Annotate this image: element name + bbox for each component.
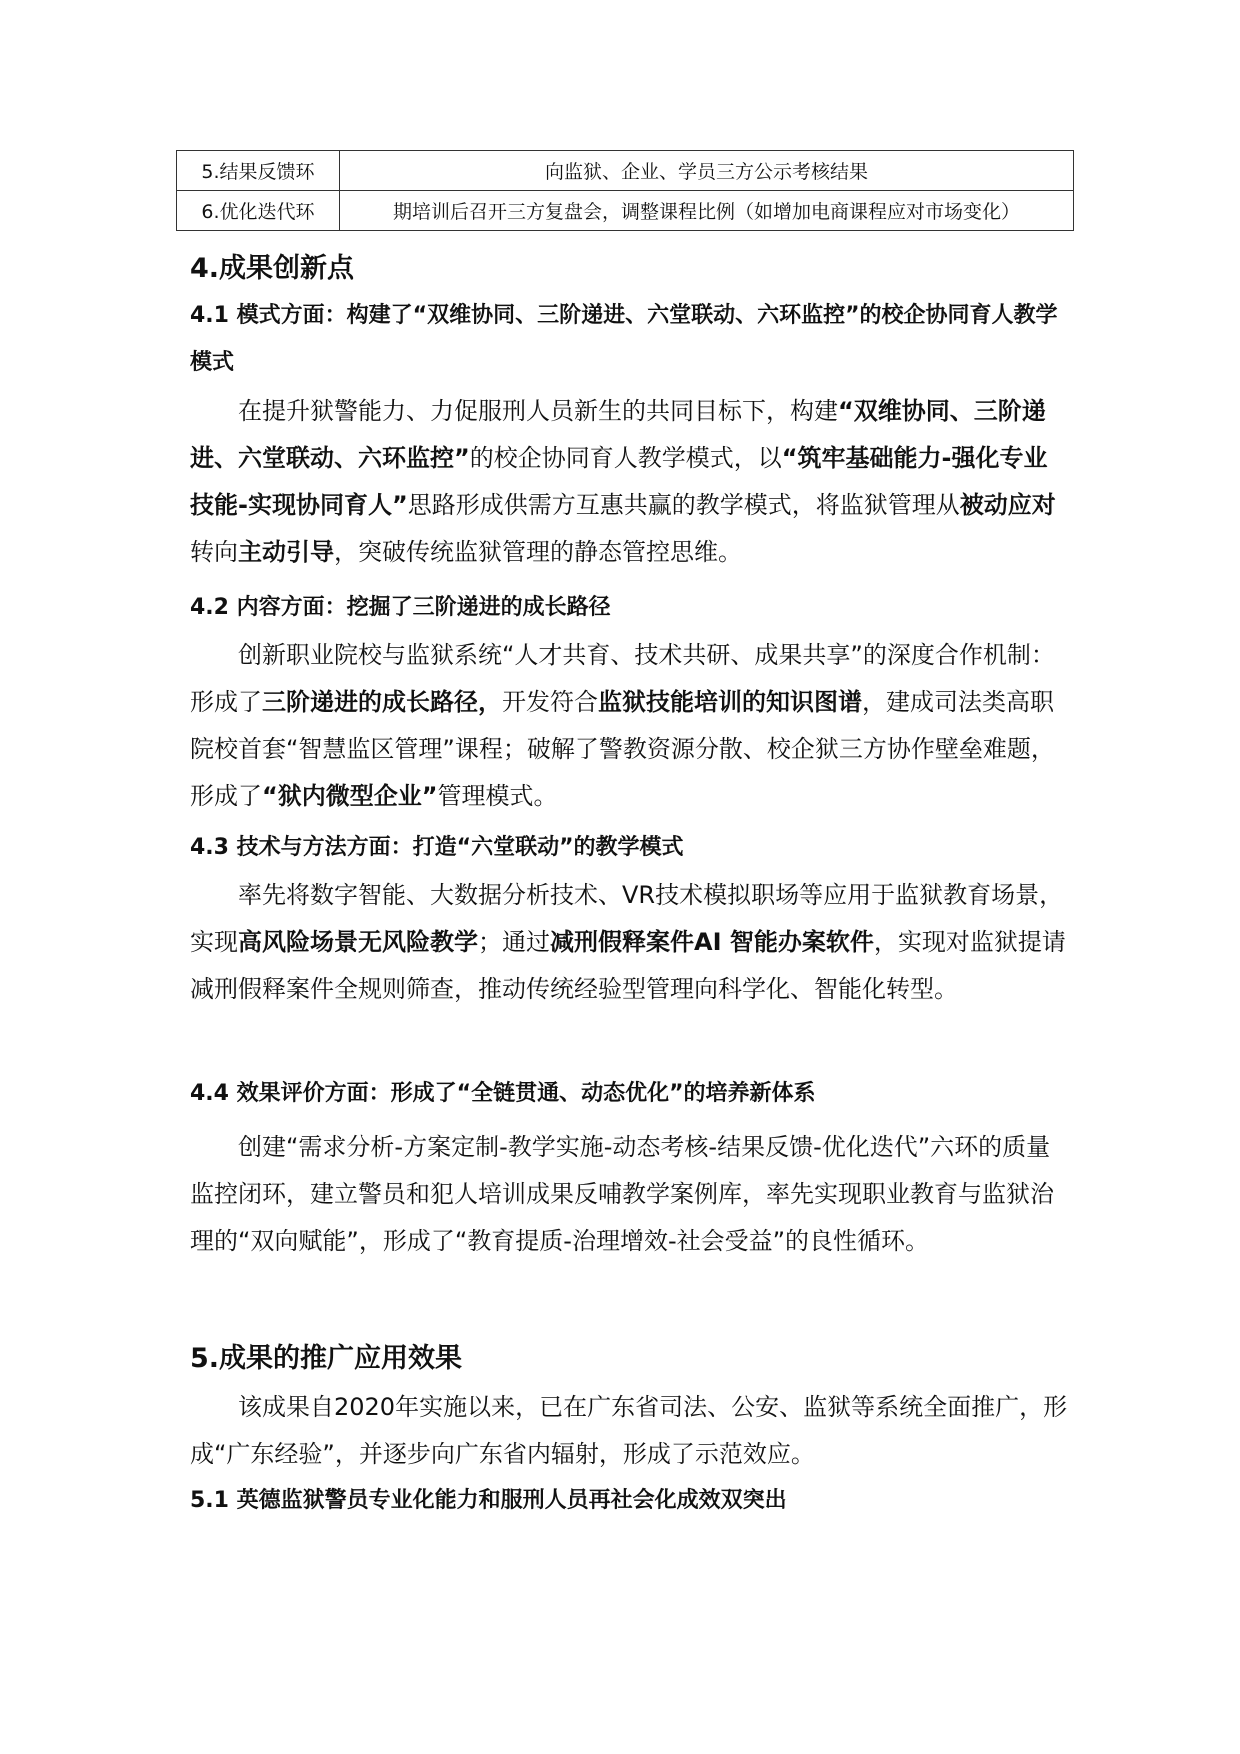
bold-run: 减刑假释案件AI 智能办案软件 [550,928,874,956]
text-run: ，突破传统监狱管理的静态管控思维。 [334,538,742,566]
bold-run: 高风险场景无风险教学 [238,928,478,956]
subsection-4-3-heading: 4.3 技术与方法方面：打造“六堂联动”的教学模式 [190,835,684,860]
text-run: 率先将数字智能、大数据分析技术、VR技术模拟职场等应用于监狱教育场景，实现 [190,881,1064,956]
bold-run: 主动引导 [238,538,334,566]
subsection-4-1-heading [190,292,1070,386]
text-run: 创新职业院校与监狱系统“人才共育、技术共研、成果共享”的深度合作机制：形成了 [190,641,1055,716]
bold-run: 被动应对 [959,491,1056,519]
subsection-4-2-heading: 4.2 内容方面：挖掘了三阶递进的成长路径 [190,595,611,620]
table-cell-stage: 6.优化迭代环 [177,191,340,231]
table-cell-content: 向监狱、企业、学员三方公示考核结果 [340,151,1074,191]
text-run: 转向 [190,538,238,566]
monitoring-ring-table [176,150,1074,231]
table-row [177,151,1074,191]
bold-run: “双维协同、三阶递进、六堂联动、六环监控” [190,397,1046,472]
section-5-title: 5.成果的推广应用效果 [190,1343,463,1374]
paragraph-4-1 [190,388,1070,576]
text-run: 管理模式。 [437,782,558,810]
bold-run: 监狱技能培训的知识图谱 [598,688,862,716]
text-run: 的校企协同育人教学模式，以 [469,444,782,472]
bold-run: “筑牢基础能力-强化专业技能-实现协同育人” [190,444,1048,519]
text-run: 开发符合 [502,688,598,716]
paragraph-4-4: 创建“需求分析-方案定制-教学实施-动态考核-结果反馈-优化迭代”六环的质量监控闭环，建立警员和犯人培训成果反哺教学案例库，率先实现职业教育与监狱治理的“双向赋能”，形成了“教育提质-治理增效-社会受益”的良性循环。 [190,1133,1054,1255]
bold-run: “狱内微型企业” [262,782,438,810]
text-run: 在提升狱警能力、力促服刑人员新生的共同目标下，构建 [238,397,838,425]
subsection-4-1-heading-text: 4.1 模式方面：构建了“双维协同、三阶递进、六堂联动、六环监控”的校企协同育人教学模式 [190,303,1058,375]
section-4-title: 4.成果创新点 [190,253,355,284]
subsection-5-1-heading: 5.1 英德监狱警员专业化能力和服刑人员再社会化成效双突出 [190,1488,787,1513]
text-run: 思路形成供需方互惠共赢的教学模式，将监狱管理从 [407,491,960,519]
text-run: ，建成司法类高职院校首套“智慧监区管理”课程；破解了警教资源分散、校企狱三方协作壁垒难题，形成了 [190,688,1055,810]
table-cell-stage: 5.结果反馈环 [177,151,340,191]
bold-run: 三阶递进的成长路径， [262,688,502,716]
paragraph-4-2 [190,632,1070,820]
paragraph-4-3 [190,872,1070,1013]
text-run: ；通过 [478,928,550,956]
table-cell-content: 期培训后召开三方复盘会，调整课程比例（如增加电商课程应对市场变化） [340,191,1074,231]
text-run: ，实现对监狱提请减刑假释案件全规则筛查，推动传统经验型管理向科学化、智能化转型。 [190,928,1066,1003]
subsection-4-4-heading: 4.4 效果评价方面：形成了“全链贯通、动态优化”的培养新体系 [190,1081,816,1106]
paragraph-5: 该成果自2020年实施以来，已在广东省司法、公安、监狱等系统全面推广，形成“广东经验”，并逐步向广东省内辐射，形成了示范效应。 [190,1393,1068,1468]
table-row [177,191,1074,231]
